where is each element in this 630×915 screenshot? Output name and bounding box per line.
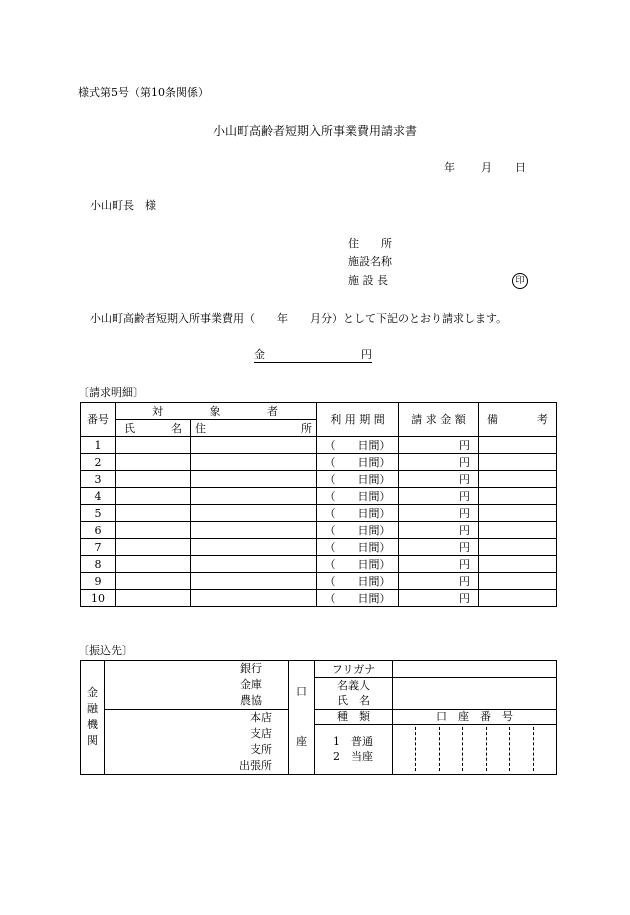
row-remarks-field[interactable] xyxy=(479,454,557,471)
row-name-field[interactable] xyxy=(116,471,191,488)
branch-name-field[interactable]: 本店 支店 支所 出張所 xyxy=(105,709,289,774)
detail-row xyxy=(81,454,557,471)
row-amount-field[interactable]: 円 xyxy=(399,488,479,505)
row-period-field[interactable]: （ 日間） xyxy=(317,488,399,505)
row-period-field[interactable]: （ 日間） xyxy=(317,573,399,590)
row-remarks-field[interactable] xyxy=(479,539,557,556)
row-address-field[interactable] xyxy=(191,437,317,454)
row-amount-field[interactable]: 円 xyxy=(399,539,479,556)
details-section-label: 〔請求明細〕 xyxy=(78,386,144,399)
detail-row xyxy=(81,590,557,607)
form-id: 様式第5号（第10条関係） xyxy=(78,86,209,99)
row-period-field[interactable]: （ 日間） xyxy=(317,437,399,454)
header-no: 番号 xyxy=(81,403,116,437)
row-amount-field[interactable]: 円 xyxy=(399,556,479,573)
transfer-section-label: 〔振込先〕 xyxy=(78,644,133,657)
row-remarks-field[interactable] xyxy=(479,590,557,607)
bank-name-field[interactable]: 銀行 金庫 農協 xyxy=(105,661,289,710)
applicant-director-label: 施 設 長 xyxy=(348,274,388,287)
detail-row xyxy=(81,573,557,590)
row-name-field[interactable] xyxy=(116,437,191,454)
row-period-field[interactable]: （ 日間） xyxy=(317,590,399,607)
row-amount-field[interactable]: 円 xyxy=(399,573,479,590)
row-name-field[interactable] xyxy=(116,539,191,556)
row-number: 7 xyxy=(81,539,116,556)
row-amount-field[interactable]: 円 xyxy=(399,522,479,539)
row-amount-field[interactable]: 円 xyxy=(399,590,479,607)
row-number: 6 xyxy=(81,522,116,539)
row-number: 1 xyxy=(81,437,116,454)
row-number: 9 xyxy=(81,573,116,590)
detail-row xyxy=(81,505,557,522)
row-number: 8 xyxy=(81,556,116,573)
row-remarks-field[interactable] xyxy=(479,471,557,488)
row-amount-field[interactable]: 円 xyxy=(399,505,479,522)
row-remarks-field[interactable] xyxy=(479,437,557,454)
detail-row xyxy=(81,471,557,488)
amount-unit: 円 xyxy=(361,348,372,361)
document-title: 小山町高齢者短期入所事業費用請求書 xyxy=(213,124,418,138)
account-label: 口 座 xyxy=(289,661,315,775)
row-remarks-field[interactable] xyxy=(479,488,557,505)
row-remarks-field[interactable] xyxy=(479,556,557,573)
furigana-field[interactable] xyxy=(393,661,557,678)
row-amount-field[interactable]: 円 xyxy=(399,437,479,454)
date-month: 月 xyxy=(481,161,492,174)
date-day: 日 xyxy=(515,161,526,174)
amount-line xyxy=(254,349,372,363)
row-name-field[interactable] xyxy=(116,505,191,522)
row-name-field[interactable] xyxy=(116,488,191,505)
row-address-field[interactable] xyxy=(191,556,317,573)
detail-row xyxy=(81,539,557,556)
row-period-field[interactable]: （ 日間） xyxy=(317,454,399,471)
applicant-address-label: 住 所 xyxy=(348,237,392,250)
row-amount-field[interactable]: 円 xyxy=(399,471,479,488)
header-period: 利 用 期 間 xyxy=(317,403,399,437)
row-name-field[interactable] xyxy=(116,522,191,539)
row-number: 2 xyxy=(81,454,116,471)
holder-label: 名義人 氏 名 xyxy=(315,678,393,710)
detail-row xyxy=(81,522,557,539)
row-remarks-field[interactable] xyxy=(479,573,557,590)
row-address-field[interactable] xyxy=(191,590,317,607)
kind-options[interactable]: 1 普通 2 当座 xyxy=(315,725,393,774)
detail-row xyxy=(81,488,557,505)
row-number: 5 xyxy=(81,505,116,522)
header-subject: 対 象 者 xyxy=(116,403,317,420)
row-amount-field[interactable]: 円 xyxy=(399,454,479,471)
row-name-field[interactable] xyxy=(116,454,191,471)
addressee: 小山町長 様 xyxy=(90,199,156,212)
request-text: 小山町高齢者短期入所事業費用（ 年 月分）として下記のとおり請求します。 xyxy=(90,312,508,325)
date-year: 年 xyxy=(444,161,455,174)
institution-label: 金 融 機 関 xyxy=(81,661,105,775)
account-number-field[interactable] xyxy=(393,725,557,774)
header-amount: 請 求 金 額 xyxy=(399,403,479,437)
row-period-field[interactable]: （ 日間） xyxy=(317,539,399,556)
row-address-field[interactable] xyxy=(191,539,317,556)
details-table xyxy=(80,402,557,607)
holder-field[interactable] xyxy=(393,678,557,710)
row-address-field[interactable] xyxy=(191,573,317,590)
amount-prefix: 金 xyxy=(254,348,265,361)
row-remarks-field[interactable] xyxy=(479,522,557,539)
row-period-field[interactable]: （ 日間） xyxy=(317,522,399,539)
row-address-field[interactable] xyxy=(191,505,317,522)
detail-row xyxy=(81,437,557,454)
row-period-field[interactable]: （ 日間） xyxy=(317,505,399,522)
header-address: 住 所 xyxy=(191,420,317,437)
row-number: 4 xyxy=(81,488,116,505)
row-period-field[interactable]: （ 日間） xyxy=(317,556,399,573)
furigana-label: フリガナ xyxy=(315,661,393,678)
row-name-field[interactable] xyxy=(116,573,191,590)
transfer-table xyxy=(80,660,557,775)
row-period-field[interactable]: （ 日間） xyxy=(317,471,399,488)
row-address-field[interactable] xyxy=(191,488,317,505)
applicant-facility-label: 施設名称 xyxy=(348,255,392,268)
row-name-field[interactable] xyxy=(116,556,191,573)
seal-icon: 印 xyxy=(512,273,528,289)
kind-label: 種 類 xyxy=(315,709,393,724)
row-address-field[interactable] xyxy=(191,454,317,471)
account-number-label: 口 座 番 号 xyxy=(393,709,557,724)
row-number: 3 xyxy=(81,471,116,488)
row-address-field[interactable] xyxy=(191,471,317,488)
row-address-field[interactable] xyxy=(191,522,317,539)
row-name-field[interactable] xyxy=(116,590,191,607)
header-name: 氏 名 xyxy=(116,420,191,437)
detail-row xyxy=(81,556,557,573)
row-remarks-field[interactable] xyxy=(479,505,557,522)
header-remarks: 備 考 xyxy=(479,403,557,437)
row-number: 10 xyxy=(81,590,116,607)
